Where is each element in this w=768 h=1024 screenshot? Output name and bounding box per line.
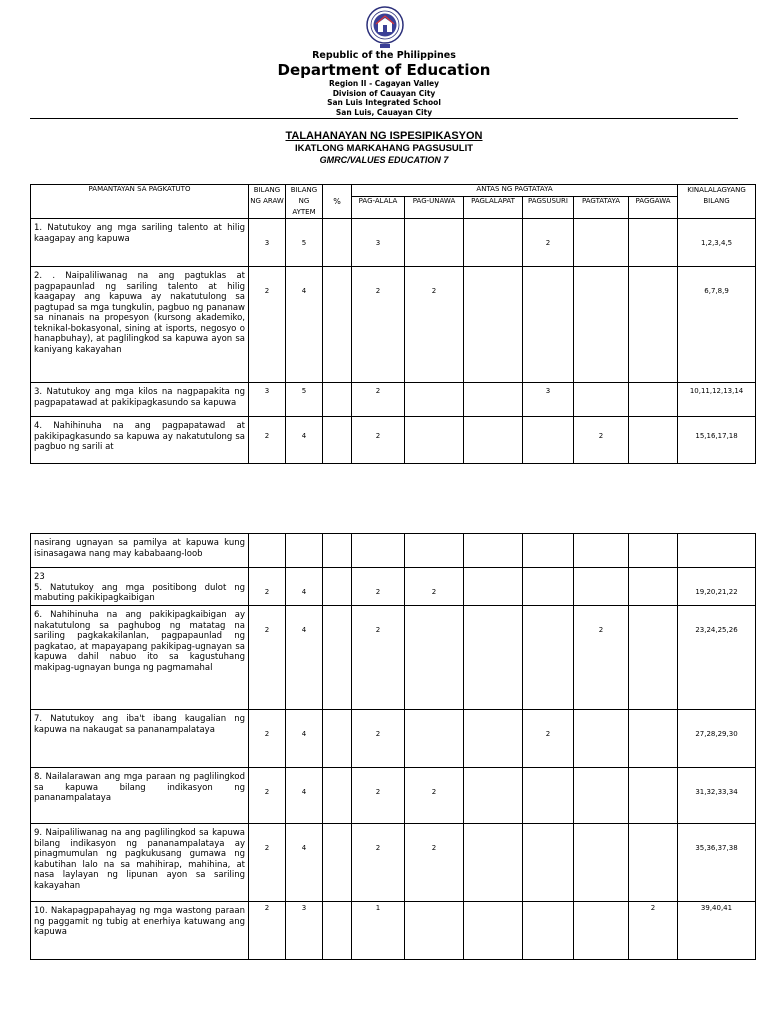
days-cell: 2 bbox=[249, 902, 286, 960]
items-cell: 3 bbox=[286, 902, 323, 960]
pag-alala-cell: 1 bbox=[352, 902, 405, 960]
placement-cell: 15,16,17,18 bbox=[678, 417, 756, 464]
pag-unawa-cell bbox=[405, 383, 464, 417]
pagsusuri-cell: 2 bbox=[523, 710, 574, 768]
table-row bbox=[31, 902, 756, 960]
paggawa-cell bbox=[629, 824, 678, 902]
days-cell: 2 bbox=[249, 768, 286, 824]
document-subtitle: IKATLONG MARKAHANG PAGSUSULIT bbox=[294, 143, 474, 154]
items-cell: 4 bbox=[286, 824, 323, 902]
placement-cell: 1,2,3,4,5 bbox=[678, 219, 756, 267]
paggawa-cell bbox=[629, 219, 678, 267]
pagsusuri-cell bbox=[523, 902, 574, 960]
republic-label: Republic of the Philippines bbox=[312, 50, 456, 61]
competency-cell: 1. Natutukoy ang mga sariling talento at hilig kaagapay ang kapuwa bbox=[31, 219, 249, 267]
competency-cell: 7. Natutukoy ang iba't ibang kaugalian ng kapuwa na nakaugat sa pananampalataya bbox=[31, 710, 249, 768]
pag-unawa-cell: 2 bbox=[405, 267, 464, 383]
header-divider bbox=[30, 118, 738, 119]
paglalapat-cell bbox=[464, 534, 523, 568]
percent-cell bbox=[323, 534, 352, 568]
pag-unawa-cell bbox=[405, 219, 464, 267]
table-row bbox=[31, 219, 756, 267]
pagsusuri-cell bbox=[523, 534, 574, 568]
table-row bbox=[31, 568, 756, 606]
pagsusuri-cell bbox=[523, 417, 574, 464]
days-cell: 3 bbox=[249, 383, 286, 417]
pag-alala-cell bbox=[352, 534, 405, 568]
placement-cell bbox=[678, 534, 756, 568]
items-cell: 4 bbox=[286, 568, 323, 606]
school-label: San Luis Integrated School bbox=[327, 98, 441, 107]
paglalapat-cell bbox=[464, 383, 523, 417]
pagtataya-cell bbox=[574, 824, 629, 902]
percent-cell bbox=[323, 710, 352, 768]
items-cell: 5 bbox=[286, 219, 323, 267]
pagsusuri-cell bbox=[523, 824, 574, 902]
header-level-paggawa: PAGGAWA bbox=[629, 197, 678, 219]
paggawa-cell bbox=[629, 383, 678, 417]
percent-cell bbox=[323, 417, 352, 464]
competency-cell: 23 5. Natutukoy ang mga positibong dulot ng mabuting pakikipagkaibigan bbox=[31, 568, 249, 606]
percent-cell bbox=[323, 606, 352, 710]
competency-cell: 4. Nahihinuha na ang pagpapatawad at pakikipagkasundo sa kapuwa ay nakatutulong sa pagbuo ng sarili at bbox=[31, 417, 249, 464]
header-percent: % bbox=[323, 185, 352, 219]
percent-cell bbox=[323, 267, 352, 383]
paglalapat-cell bbox=[464, 568, 523, 606]
percent-cell bbox=[323, 383, 352, 417]
pag-unawa-cell: 2 bbox=[405, 568, 464, 606]
paglalapat-cell bbox=[464, 824, 523, 902]
pagtataya-cell bbox=[574, 902, 629, 960]
header-level-paglalapat: PAGLALAPAT bbox=[464, 197, 523, 219]
header-level-pagtataya: PAGTATAYA bbox=[574, 197, 629, 219]
pagsusuri-cell bbox=[523, 267, 574, 383]
table-row bbox=[31, 267, 756, 383]
office-info bbox=[0, 79, 768, 117]
paggawa-cell bbox=[629, 267, 678, 383]
competency-cell: 9. Naipaliliwanag na ang paglilingkod sa kapuwa bilang indikasyon ng pananampalataya ay pinagmumulan ng pagkukusang gumawa ng kabutihan lalo na sa mahihirap, mahihina, at nasa laylayan ng lipunan ayon sa sariling kakayahan bbox=[31, 824, 249, 902]
deped-seal-logo bbox=[366, 4, 404, 50]
placement-cell: 10,11,12,13,14 bbox=[678, 383, 756, 417]
specification-table-page1 bbox=[30, 184, 756, 464]
pag-unawa-cell bbox=[405, 902, 464, 960]
pag-alala-cell: 2 bbox=[352, 383, 405, 417]
competency-cell: 6. Nahihinuha na ang pakikipagkaibigan ay nakatutulong sa paghubog ng matatag na sariling pagkakakilanlan, pagpapaunlad ng pagkatao, at mapayapang pakikipag-ugnayan sa kapuwa dahil nabuo ito sa kagustuhang makipag-ugnayan bunga ng pagmamahal bbox=[31, 606, 249, 710]
pag-alala-cell: 2 bbox=[352, 824, 405, 902]
specification-table-page2 bbox=[30, 533, 756, 960]
pagtataya-cell: 2 bbox=[574, 606, 629, 710]
paggawa-cell bbox=[629, 534, 678, 568]
items-cell: 4 bbox=[286, 606, 323, 710]
competency-cell: 10. Nakapagpapahayag ng mga wastong paraan ng paggamit ng tubig at enerhiya katuwang ang kapuwa bbox=[31, 902, 249, 960]
percent-cell bbox=[323, 902, 352, 960]
address-label: San Luis, Cauayan City bbox=[335, 107, 433, 117]
days-cell: 2 bbox=[249, 417, 286, 464]
paggawa-cell bbox=[629, 710, 678, 768]
pagtataya-cell bbox=[574, 219, 629, 267]
competency-cell: 3. Natutukoy ang mga kilos na nagpapakita ng pagpapatawad at pakikipagkasundo sa kapuwa bbox=[31, 383, 249, 417]
days-cell: 2 bbox=[249, 606, 286, 710]
competency-cell: 2. . Naipaliliwanag na ang pagtuklas at pagpapaunlad ng sariling talento at hilig kaagapay ang kapuwa ay nakatutulong sa pagtupad sa mga tungkulin, pagbuo ng pananaw sa ninanais na propesyon (kursong akademiko, teknikal-bokasyonal, sining at isports, negosyo o hanapbuhay), at paglilingkod sa kapuwa ayon sa kaniyang kakayahan bbox=[31, 267, 249, 383]
competency-cell: 8. Nailalarawan ang mga paraan ng paglilingkod sa kapuwa bilang indikasyon ng pananampalataya bbox=[31, 768, 249, 824]
pag-unawa-cell bbox=[405, 534, 464, 568]
header-days: BILANG NG ARAW bbox=[249, 185, 286, 219]
days-cell: 2 bbox=[249, 267, 286, 383]
pagtataya-cell: 2 bbox=[574, 417, 629, 464]
pag-unawa-cell: 2 bbox=[405, 824, 464, 902]
paglalapat-cell bbox=[464, 267, 523, 383]
items-cell: 4 bbox=[286, 267, 323, 383]
pagtataya-cell bbox=[574, 383, 629, 417]
table-row bbox=[31, 768, 756, 824]
paglalapat-cell bbox=[464, 710, 523, 768]
region-label: Region II - Cagayan Valley bbox=[328, 79, 440, 88]
competency-cell: nasirang ugnayan sa pamilya at kapuwa kung isinasagawa nang may kababaang-loob bbox=[31, 534, 249, 568]
paggawa-cell bbox=[629, 768, 678, 824]
days-cell: 2 bbox=[249, 824, 286, 902]
pagtataya-cell bbox=[574, 534, 629, 568]
division-label: Division of Cauayan City bbox=[332, 88, 436, 98]
pagtataya-cell bbox=[574, 710, 629, 768]
table-row bbox=[31, 534, 756, 568]
pag-alala-cell: 2 bbox=[352, 417, 405, 464]
days-cell: 3 bbox=[249, 219, 286, 267]
paglalapat-cell bbox=[464, 902, 523, 960]
header-competency: PAMANTAYAN SA PAGKATUTO bbox=[31, 185, 249, 219]
pagsusuri-cell bbox=[523, 568, 574, 606]
items-cell: 4 bbox=[286, 710, 323, 768]
pagtataya-cell bbox=[574, 267, 629, 383]
percent-cell bbox=[323, 568, 352, 606]
placement-cell: 19,20,21,22 bbox=[678, 568, 756, 606]
department-title: Department of Education bbox=[277, 61, 491, 79]
pagsusuri-cell bbox=[523, 606, 574, 710]
placement-cell: 31,32,33,34 bbox=[678, 768, 756, 824]
percent-cell bbox=[323, 824, 352, 902]
pagtataya-cell bbox=[574, 568, 629, 606]
header-placement: KINALALAGYANG BILANG bbox=[678, 185, 756, 219]
table-row bbox=[31, 710, 756, 768]
pagtataya-cell bbox=[574, 768, 629, 824]
placement-cell: 27,28,29,30 bbox=[678, 710, 756, 768]
document-title: TALAHANAYAN NG ISPESIPIKASYON bbox=[285, 130, 483, 142]
paggawa-cell bbox=[629, 417, 678, 464]
table-row bbox=[31, 824, 756, 902]
items-cell: 5 bbox=[286, 383, 323, 417]
days-cell bbox=[249, 534, 286, 568]
pag-alala-cell: 2 bbox=[352, 606, 405, 710]
placement-cell: 39,40,41 bbox=[678, 902, 756, 960]
percent-cell bbox=[323, 768, 352, 824]
header-level-pagsusuri: PAGSUSURI bbox=[523, 197, 574, 219]
pag-alala-cell: 2 bbox=[352, 768, 405, 824]
placement-cell: 35,36,37,38 bbox=[678, 824, 756, 902]
pag-alala-cell: 2 bbox=[352, 267, 405, 383]
pag-alala-cell: 3 bbox=[352, 219, 405, 267]
table-row bbox=[31, 606, 756, 710]
placement-cell: 6,7,8,9 bbox=[678, 267, 756, 383]
subject-label: GMRC/VALUES EDUCATION 7 bbox=[319, 155, 449, 165]
paggawa-cell bbox=[629, 568, 678, 606]
items-cell: 4 bbox=[286, 417, 323, 464]
table-row bbox=[31, 383, 756, 417]
percent-cell bbox=[323, 219, 352, 267]
pag-unawa-cell bbox=[405, 417, 464, 464]
pagsusuri-cell bbox=[523, 768, 574, 824]
paglalapat-cell bbox=[464, 606, 523, 710]
table-row bbox=[31, 417, 756, 464]
pag-unawa-cell bbox=[405, 606, 464, 710]
items-cell: 4 bbox=[286, 768, 323, 824]
paglalapat-cell bbox=[464, 768, 523, 824]
header-levels-group: ANTAS NG PAGTATAYA bbox=[352, 185, 678, 197]
pag-unawa-cell: 2 bbox=[405, 768, 464, 824]
pag-alala-cell: 2 bbox=[352, 568, 405, 606]
pag-alala-cell: 2 bbox=[352, 710, 405, 768]
pagsusuri-cell: 3 bbox=[523, 383, 574, 417]
paggawa-cell bbox=[629, 606, 678, 710]
paggawa-cell: 2 bbox=[629, 902, 678, 960]
header-level-pag-alala: PAG-ALALA bbox=[352, 197, 405, 219]
days-cell: 2 bbox=[249, 710, 286, 768]
header-items: BILANG NG AYTEM bbox=[286, 185, 323, 219]
paglalapat-cell bbox=[464, 219, 523, 267]
pag-unawa-cell bbox=[405, 710, 464, 768]
items-cell bbox=[286, 534, 323, 568]
pagsusuri-cell: 2 bbox=[523, 219, 574, 267]
days-cell: 2 bbox=[249, 568, 286, 606]
placement-cell: 23,24,25,26 bbox=[678, 606, 756, 710]
header-level-pag-unawa: PAG-UNAWA bbox=[405, 197, 464, 219]
paglalapat-cell bbox=[464, 417, 523, 464]
